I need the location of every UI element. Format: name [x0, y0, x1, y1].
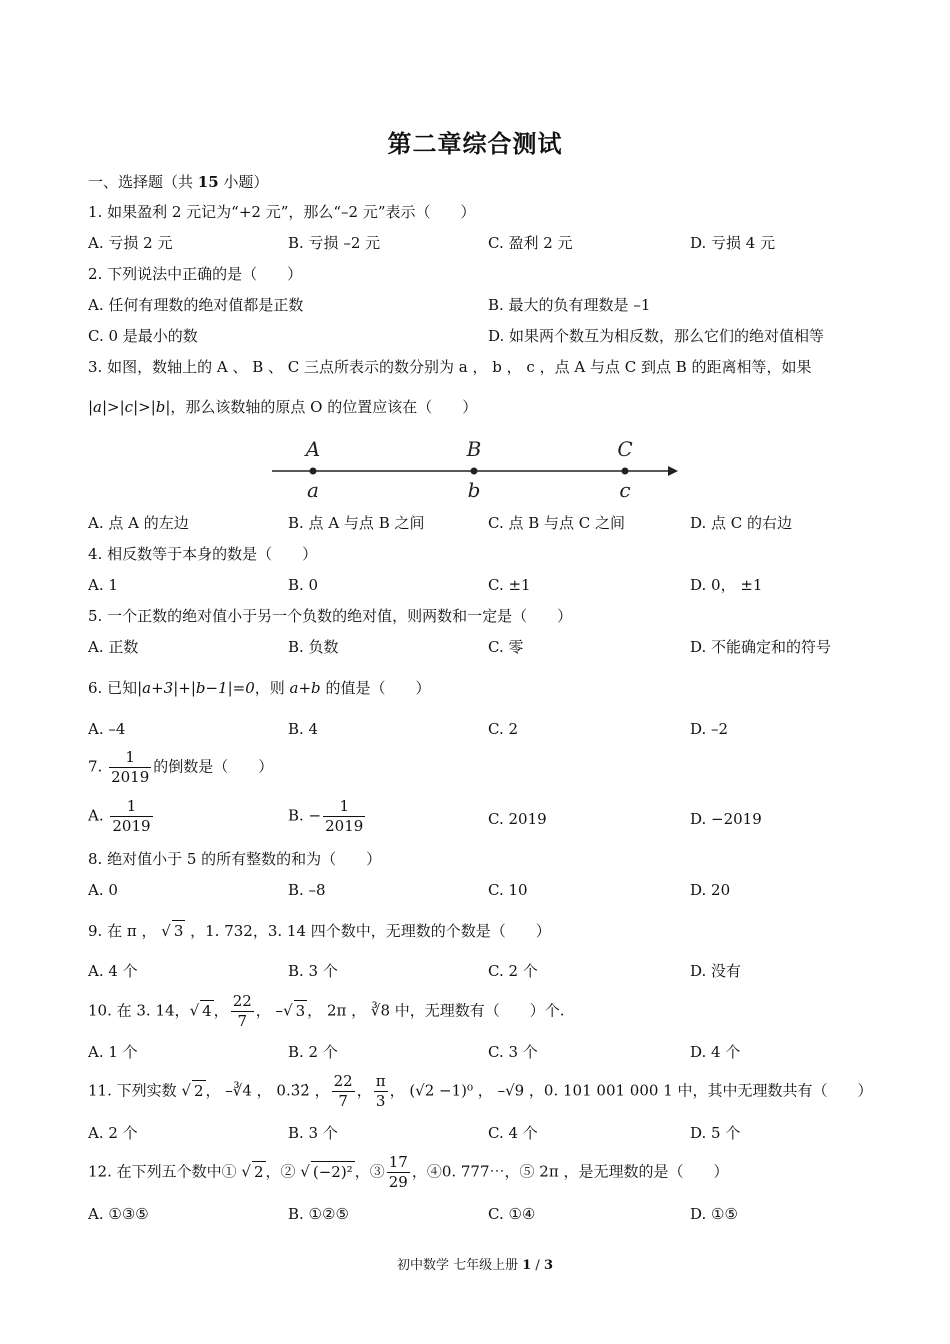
q7-option-d[interactable]: D. −2019: [690, 810, 762, 828]
number-line-point-b: [466, 437, 482, 502]
q11-option-b[interactable]: B. 3 个: [288, 1124, 338, 1142]
question-8-stem: 8. 绝对值小于 5 的所有整数的和为（ ）: [88, 850, 382, 868]
q6-option-b[interactable]: B. 4: [288, 720, 319, 738]
q12-sqrt-2: 2: [253, 1162, 264, 1181]
q11-option-c[interactable]: C. 4 个: [488, 1124, 538, 1142]
section-prefix: 一、选择题（共: [88, 173, 198, 191]
question-11-stem: 11. 下列实数 √ 2 ， –∛4 ， 0.3̇2̇ ， $\frac{22}{7}$ ， $\frac{\pi}{3}$ ， (√2 −1)⁰ ， –√9 ，0. 101 001 000 1 中，其中无理数共有（ ）: [88, 1072, 873, 1110]
question-1-stem: 1. 如果盈利 2 元记为“+2 元”，那么“–2 元”表示（ ）: [88, 203, 476, 221]
q3-option-b[interactable]: B. 点 A 与点 B 之间: [288, 514, 425, 532]
q7-option-c[interactable]: C. 2019: [488, 810, 547, 828]
q12-part1: ，②: [265, 1162, 301, 1181]
q11-prefix: 11. 下列实数: [88, 1081, 182, 1100]
point-label-upper-c: C: [617, 437, 633, 461]
footer-page-number: 1: [522, 1258, 532, 1273]
q10-sqrt-3: 3: [295, 1001, 306, 1020]
point-label-lower-a: a: [307, 478, 319, 502]
q11-option-a[interactable]: A. 2 个: [88, 1124, 138, 1142]
q10-sep2: ， –: [255, 1001, 284, 1020]
q10-sqrt-4: 4: [202, 1001, 212, 1020]
q2-option-a[interactable]: A. 任何有理数的绝对值都是正数: [88, 296, 304, 314]
q10-option-a[interactable]: A. 1 个: [88, 1043, 138, 1061]
q7-fraction-numerator: 1: [109, 748, 151, 768]
q3-option-d[interactable]: D. 点 C 的右边: [690, 514, 793, 532]
q5-option-d[interactable]: D. 不能确定和的符号: [690, 638, 832, 656]
q4-option-c[interactable]: C. ±1: [488, 576, 531, 594]
number-line-figure: [270, 434, 680, 502]
q6-option-a[interactable]: A. –4: [88, 720, 126, 738]
q7-b-numerator: 1: [323, 797, 365, 817]
q2-option-b[interactable]: B. 最大的负有理数是 –1: [488, 296, 651, 314]
q10-mid: ， 2π ，: [307, 1001, 371, 1020]
number-line-point-a: [304, 437, 320, 502]
question-3-stem-line1: 3. 如图，数轴上的 A 、 B 、 C 三点所表示的数分别为 a ， b ， c ，点 A 与点 C 到点 B 的距离相等，如果: [88, 358, 812, 376]
q11-frac1-numerator: 22: [333, 1072, 353, 1090]
q7-fraction-denominator: 2019: [111, 768, 150, 786]
q10-frac-numerator: 22: [232, 992, 252, 1010]
q7-option-a-label: A.: [88, 806, 104, 825]
q7-option-a-fraction: [110, 797, 152, 836]
q12-sqrt-neg2-squared: (−2)²: [312, 1162, 353, 1181]
q8-option-c[interactable]: C. 10: [488, 881, 528, 899]
q12-part2: ，③: [354, 1162, 385, 1181]
question-2-stem: 2. 下列说法中正确的是（ ）: [88, 265, 303, 283]
point-label-lower-b: b: [467, 478, 481, 502]
q1-option-d[interactable]: D. 亏损 4 元: [690, 234, 776, 252]
q7-option-b[interactable]: [288, 797, 367, 836]
page-footer: [0, 1254, 950, 1273]
q8-option-d[interactable]: D. 20: [690, 881, 731, 899]
question-5-stem: 5. 一个正数的绝对值小于另一个负数的绝对值，则两数和一定是（ ）: [88, 607, 573, 625]
section-count: 15: [197, 173, 219, 191]
q11-part2: ，: [356, 1081, 372, 1100]
footer-total-pages: 3: [543, 1258, 553, 1273]
q6-option-c[interactable]: C. 2: [488, 720, 519, 738]
number-line-point-c: [617, 437, 632, 502]
footer-label: 初中数学 七年级上册: [396, 1258, 523, 1273]
q12-part3: ，④0. 777⋯，⑤ 2π ，是无理数的是（ ）: [411, 1162, 729, 1181]
question-6-stem: [88, 678, 430, 698]
q11-frac1-denominator: 7: [338, 1092, 348, 1110]
q2-option-d[interactable]: D. 如果两个数互为相反数，那么它们的绝对值相等: [488, 327, 825, 345]
point-label-upper-b: B: [466, 437, 482, 461]
q9-suffix: ，1. 732，3. 14 四个数中，无理数的个数是（ ）: [185, 922, 551, 940]
q12-prefix: 12. 在下列五个数中①: [88, 1162, 242, 1181]
q11-part3: ， (√2 −1)⁰ ， –√9 ，0. 101 001 000 1 中，其中无理数共有（ ）: [389, 1081, 873, 1100]
q6-mid: ，则: [254, 679, 290, 697]
q4-option-b[interactable]: B. 0: [288, 576, 319, 594]
question-7-stem: [88, 748, 273, 787]
q5-option-b[interactable]: B. 负数: [288, 638, 339, 656]
q10-frac-denominator: 7: [237, 1012, 247, 1030]
section-heading: [88, 172, 268, 192]
q7-number: 7.: [88, 757, 103, 776]
q10-cube-root: ∛8: [370, 1001, 390, 1020]
q4-option-d[interactable]: D. 0， ±1: [690, 576, 763, 594]
question-10-stem: 10. 在 3. 14，√ 4 ， $\frac{22}{7}$ ， –√ 3 ， 2π ， ∛8 中，无理数有（ ）个.: [88, 992, 565, 1030]
q7-a-numerator: 1: [110, 797, 152, 817]
q12-frac-denominator: 29: [388, 1173, 408, 1191]
q7-b-denominator: 2019: [325, 817, 364, 835]
question-9-stem: 9. 在 π ， √ 3 ，1. 732，3. 14 四个数中，无理数的个数是（ ）: [88, 922, 551, 940]
section-suffix: 小题）: [218, 173, 269, 191]
q10-fraction: [231, 992, 254, 1031]
q11-fraction-2: [374, 1072, 388, 1111]
q12-option-b[interactable]: B. ①②⑤: [288, 1205, 349, 1223]
q5-option-a[interactable]: A. 正数: [88, 638, 139, 656]
q3-option-c[interactable]: C. 点 B 与点 C 之间: [488, 514, 626, 532]
footer-separator: /: [531, 1258, 544, 1273]
q9-option-b[interactable]: B. 3 个: [288, 962, 338, 980]
q9-option-c[interactable]: C. 2 个: [488, 962, 538, 980]
q9-prefix: 9. 在 π ，: [88, 922, 162, 940]
q10-option-d[interactable]: D. 4 个: [690, 1043, 741, 1061]
q6-equation: |a+3|+|b−1|=0: [137, 679, 255, 697]
q7-fraction: [109, 748, 151, 787]
q6-expression: a+b: [289, 679, 321, 697]
q3-option-a[interactable]: A. 点 A 的左边: [88, 514, 189, 532]
q7-option-b-label: B. −: [288, 806, 322, 825]
q7-option-a[interactable]: [88, 797, 155, 836]
q1-option-b[interactable]: B. 亏损 –2 元: [288, 234, 381, 252]
q7-suffix: 的倒数是（ ）: [153, 757, 274, 776]
question-3-stem-line2: [88, 397, 477, 417]
q1-option-c[interactable]: C. 盈利 2 元: [488, 234, 573, 252]
q11-frac2-denominator: 3: [375, 1092, 386, 1110]
q12-option-d[interactable]: D. ①⑤: [690, 1205, 738, 1223]
q10-option-c[interactable]: C. 3 个: [488, 1043, 538, 1061]
q11-option-d[interactable]: D. 5 个: [690, 1124, 741, 1142]
q4-option-a[interactable]: A. 1: [88, 576, 118, 594]
q12-option-c[interactable]: C. ①④: [488, 1205, 536, 1223]
q11-frac2-numerator: π: [375, 1072, 386, 1090]
q11-fraction-1: [332, 1072, 355, 1111]
q3-stem-text: ，那么该数轴的原点 O 的位置应该在（ ）: [170, 398, 478, 416]
q11-sqrt-2: 2: [193, 1081, 204, 1100]
q10-suffix: 中，无理数有（ ）个.: [390, 1001, 565, 1020]
question-12-stem: 12. 在下列五个数中① √ 2 ，② √ (−2)² ，③ $\frac{17}{29}$ ，④0. 777⋯，⑤ 2π ，是无理数的是（ ）: [88, 1153, 729, 1191]
q6-suffix: 的值是（ ）: [320, 679, 431, 697]
point-label-lower-c: c: [619, 478, 631, 502]
point-label-upper-a: A: [305, 437, 321, 461]
q5-option-c[interactable]: C. 零: [488, 638, 524, 656]
q9-option-a[interactable]: A. 4 个: [88, 962, 138, 980]
q2-option-c[interactable]: C. 0 是最小的数: [88, 327, 198, 345]
axis-arrow-icon: [668, 466, 678, 476]
q11-part1: ， –∛4 ， 0.3̇2̇ ，: [205, 1081, 330, 1100]
q9-sqrt-radicand: 3: [173, 922, 184, 940]
q9-option-d[interactable]: D. 没有: [690, 962, 742, 980]
q12-option-a[interactable]: A. ①③⑤: [88, 1205, 149, 1223]
page-title: 第二章综合测试: [387, 129, 563, 158]
q8-option-a[interactable]: A. 0: [88, 881, 118, 899]
q3-condition-math: |a|>|c|>|b|: [88, 398, 171, 416]
q7-option-b-fraction: [323, 797, 365, 836]
q1-option-a[interactable]: A. 亏损 2 元: [88, 234, 173, 252]
q6-prefix: 6. 已知: [88, 679, 138, 697]
q12-frac-numerator: 17: [388, 1153, 408, 1171]
question-4-stem: 4. 相反数等于本身的数是（ ）: [88, 545, 318, 563]
q10-option-b[interactable]: B. 2 个: [288, 1043, 338, 1061]
q8-option-b[interactable]: B. –8: [288, 881, 326, 899]
q10-sep1: ，: [213, 1001, 229, 1020]
q10-prefix: 10. 在 3. 14，: [88, 1001, 190, 1020]
q6-option-d[interactable]: D. –2: [690, 720, 729, 738]
q12-fraction: [387, 1153, 410, 1192]
q7-a-denominator: 2019: [112, 817, 151, 835]
